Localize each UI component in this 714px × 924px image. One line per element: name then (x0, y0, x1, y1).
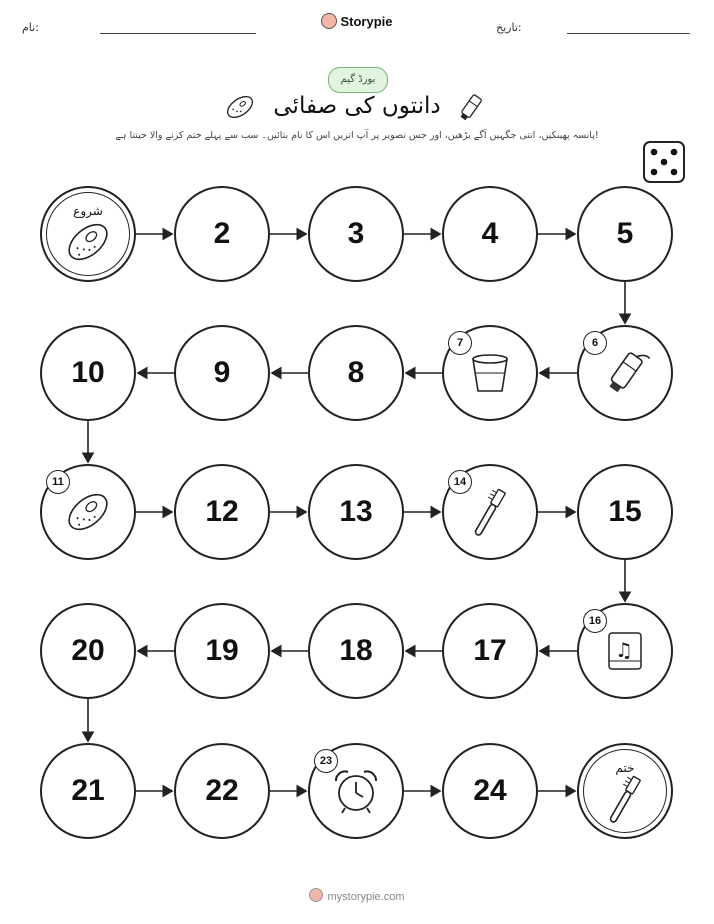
page-title: دانتوں کی صفائی (273, 93, 441, 119)
finish-label: ختم (615, 761, 635, 775)
board-cell[interactable] (40, 603, 136, 699)
cell-number: 19 (205, 634, 239, 667)
cell-number: 10 (71, 356, 105, 389)
footer (0, 888, 714, 903)
cell-number-badge: 6 (583, 331, 607, 355)
cup-icon (460, 343, 520, 403)
cell-number-badge: 23 (314, 749, 338, 773)
toothpaste-icon (595, 343, 655, 403)
board-cell[interactable] (577, 603, 673, 699)
board-cell[interactable] (308, 603, 404, 699)
board-cell[interactable] (308, 186, 404, 282)
board-cell[interactable] (174, 603, 270, 699)
board-cell[interactable] (577, 325, 673, 421)
svg-text:♫: ♫ (615, 638, 633, 662)
board-cell[interactable] (308, 743, 404, 839)
board-cell[interactable] (174, 186, 270, 282)
cell-number-badge: 14 (448, 470, 472, 494)
cell-number: 2 (213, 217, 231, 250)
brand-name: Storypie (340, 14, 393, 29)
board-cell[interactable] (442, 186, 538, 282)
board-cell[interactable] (577, 186, 673, 282)
board-cell[interactable] (442, 464, 538, 560)
bear-icon (309, 888, 323, 902)
board-cell[interactable] (577, 464, 673, 560)
germ-icon (58, 212, 118, 272)
board-cell[interactable] (442, 743, 538, 839)
cell-number: 5 (616, 217, 634, 250)
board-cell[interactable] (40, 743, 136, 839)
toothbrush-icon (460, 482, 520, 542)
board-cell[interactable] (174, 325, 270, 421)
cell-number: 20 (71, 634, 105, 667)
cell-number: 13 (339, 495, 373, 528)
cell-number: 18 (339, 634, 373, 667)
start-cell[interactable] (40, 186, 136, 282)
cell-number: 15 (608, 495, 642, 528)
board-cell[interactable] (40, 464, 136, 560)
cell-number-badge: 7 (448, 331, 472, 355)
toothbrush-icon (595, 769, 655, 829)
board-cell[interactable] (308, 325, 404, 421)
instructions: پانسہ پھینکیں، اتنی جگہیں آگے بڑھیں، اور جس تصویر پر آپ اتریں اس کا نام بتائیں۔ سب سے پہلے ختم کرنے والا جیتتا ہے! (115, 130, 599, 141)
board-cell[interactable] (174, 464, 270, 560)
cell-number-badge: 16 (583, 609, 607, 633)
board-cell[interactable] (174, 743, 270, 839)
name-label: نام: (22, 21, 39, 34)
board-cell[interactable] (40, 325, 136, 421)
date-label: تاریخ: (496, 21, 522, 34)
board-game-badge: بورڈ گیم (328, 67, 388, 93)
finish-cell[interactable] (577, 743, 673, 839)
cell-number: 24 (473, 774, 507, 807)
board-cell[interactable] (442, 603, 538, 699)
cell-number: 9 (213, 356, 231, 389)
cell-number: 12 (205, 495, 239, 528)
cell-number: 8 (347, 356, 365, 389)
cell-number: 4 (481, 217, 499, 250)
footer-url[interactable]: mystorypie.com (327, 891, 405, 903)
cell-number: 22 (205, 774, 239, 807)
cell-number: 21 (71, 774, 105, 807)
music-icon (595, 621, 655, 681)
cell-number-badge: 11 (46, 470, 70, 494)
cell-number: 3 (347, 217, 365, 250)
alarm-clock-icon (326, 761, 386, 821)
germ-icon (58, 482, 118, 542)
board-cell[interactable] (308, 464, 404, 560)
board-cell[interactable] (442, 325, 538, 421)
start-label: شروع (73, 204, 103, 218)
cell-number: 17 (473, 634, 507, 667)
